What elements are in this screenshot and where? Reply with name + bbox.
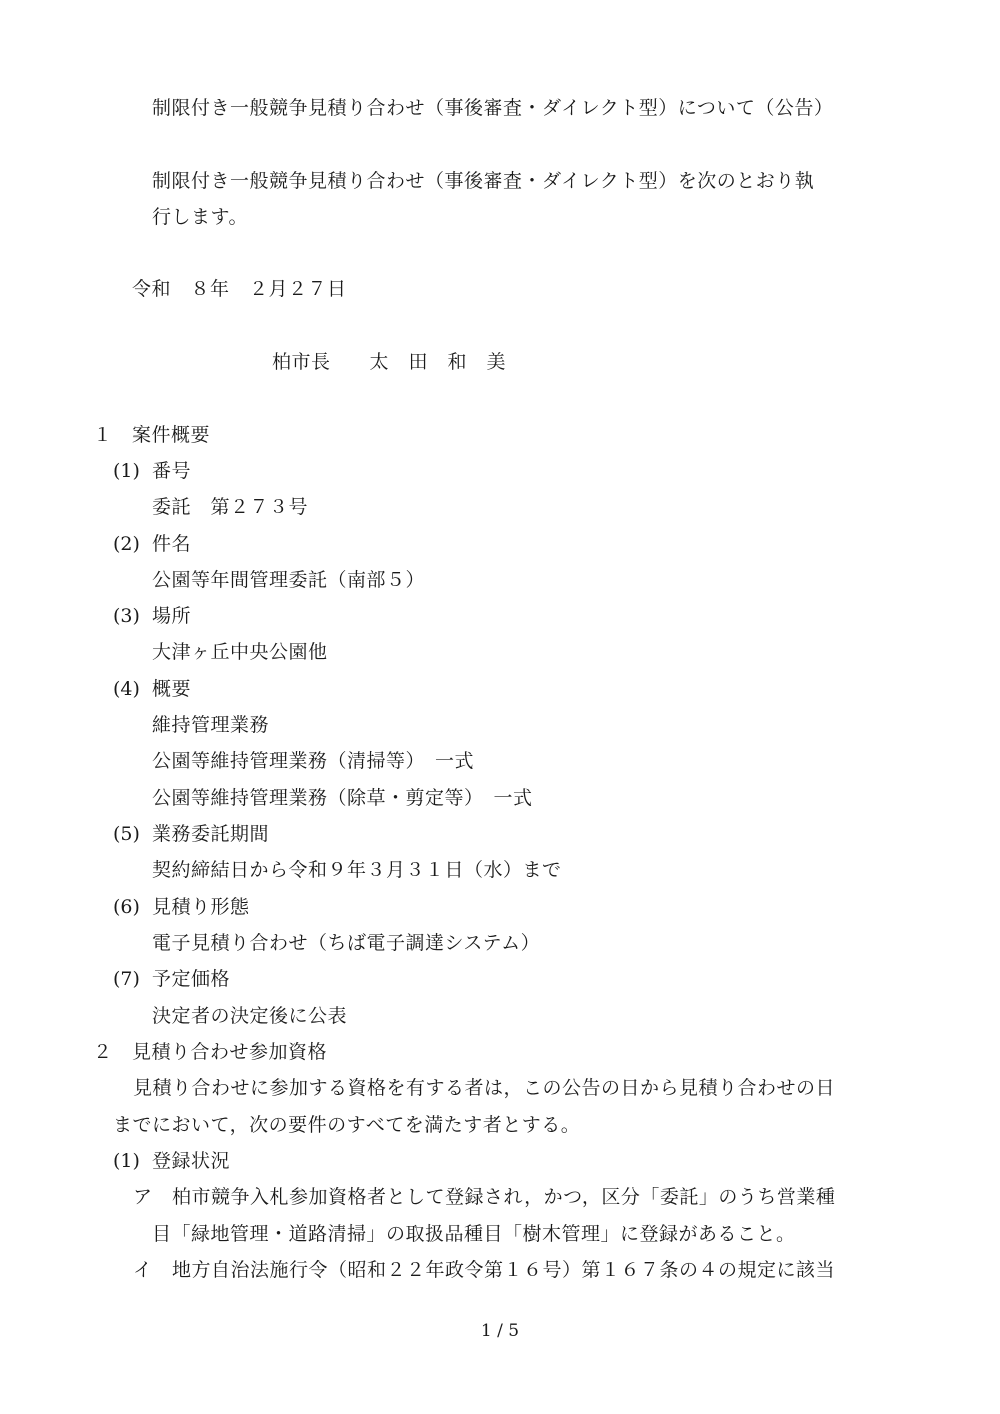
- section-2-heading: ２ 見積り合わせ参加資格: [93, 1041, 328, 1063]
- item-4-value-3: 公園等維持管理業務（除草・剪定等） 一式: [152, 787, 533, 809]
- item-4-value-2: 公園等維持管理業務（清掃等） 一式: [152, 750, 475, 772]
- item-2-value: 公園等年間管理委託（南部５）: [152, 569, 426, 591]
- item-6-title: 見積り形態: [152, 896, 250, 918]
- notice-date: 令和 ８年 ２月２７日: [132, 278, 347, 300]
- item-4-value-1: 維持管理業務: [152, 714, 270, 736]
- item-1-label: (1): [113, 460, 140, 482]
- section-1-heading: １ 案件概要: [93, 424, 211, 446]
- item-6-value: 電子見積り合わせ（ちば電子調達システム）: [152, 932, 541, 954]
- item-5-title: 業務委託期間: [152, 823, 270, 845]
- item-2-label: (2): [113, 533, 140, 555]
- item-3-title: 場所: [152, 605, 192, 627]
- item-5-label: (5): [113, 823, 140, 845]
- requirement-a-line-2: 目「緑地管理・道路清掃」の取扱品種目「樹木管理」に登録があること。: [152, 1223, 796, 1245]
- item-2-title: 件名: [152, 533, 192, 555]
- item-3-value: 大津ヶ丘中央公園他: [152, 641, 328, 663]
- issuer-name: 柏市長 太 田 和 美: [272, 351, 507, 373]
- item-1-value: 委託 第２７３号: [152, 496, 309, 518]
- intro-text-line-1: 制限付き一般競争見積り合わせ（事後審査・ダイレクト型）を次のとおり執: [152, 170, 815, 192]
- section-2-paragraph-line-1: 見積り合わせに参加する資格を有する者は，この公告の日から見積り合わせの日: [133, 1077, 836, 1099]
- item-7-label: (7): [113, 968, 140, 990]
- item-7-title: 予定価格: [152, 968, 231, 990]
- item-5-value: 契約締結日から令和９年３月３１日（水）まで: [152, 859, 562, 881]
- item-1-title: 番号: [152, 460, 192, 482]
- item-4-label: (4): [113, 678, 140, 700]
- sub-item-1-label: (1): [113, 1150, 140, 1172]
- sub-item-1-title: 登録状況: [152, 1150, 231, 1172]
- item-6-label: (6): [113, 896, 140, 918]
- section-2-paragraph-line-2: までにおいて，次の要件のすべてを満たす者とする。: [113, 1114, 581, 1136]
- requirement-a-line-1: ア 柏市競争入札参加資格者として登録され，かつ，区分「委託」のうち営業種: [133, 1186, 836, 1208]
- intro-text-line-2: 行します。: [152, 206, 248, 228]
- item-4-title: 概要: [152, 678, 192, 700]
- page-number: 1 / 5: [480, 1321, 520, 1341]
- item-7-value: 決定者の決定後に公表: [152, 1005, 348, 1027]
- item-3-label: (3): [113, 605, 140, 627]
- requirement-i-line-1: イ 地方自治法施行令（昭和２２年政令第１６号）第１６７条の４の規定に該当: [133, 1259, 836, 1281]
- notice-title: 制限付き一般競争見積り合わせ（事後審査・ダイレクト型）について（公告）: [152, 97, 834, 119]
